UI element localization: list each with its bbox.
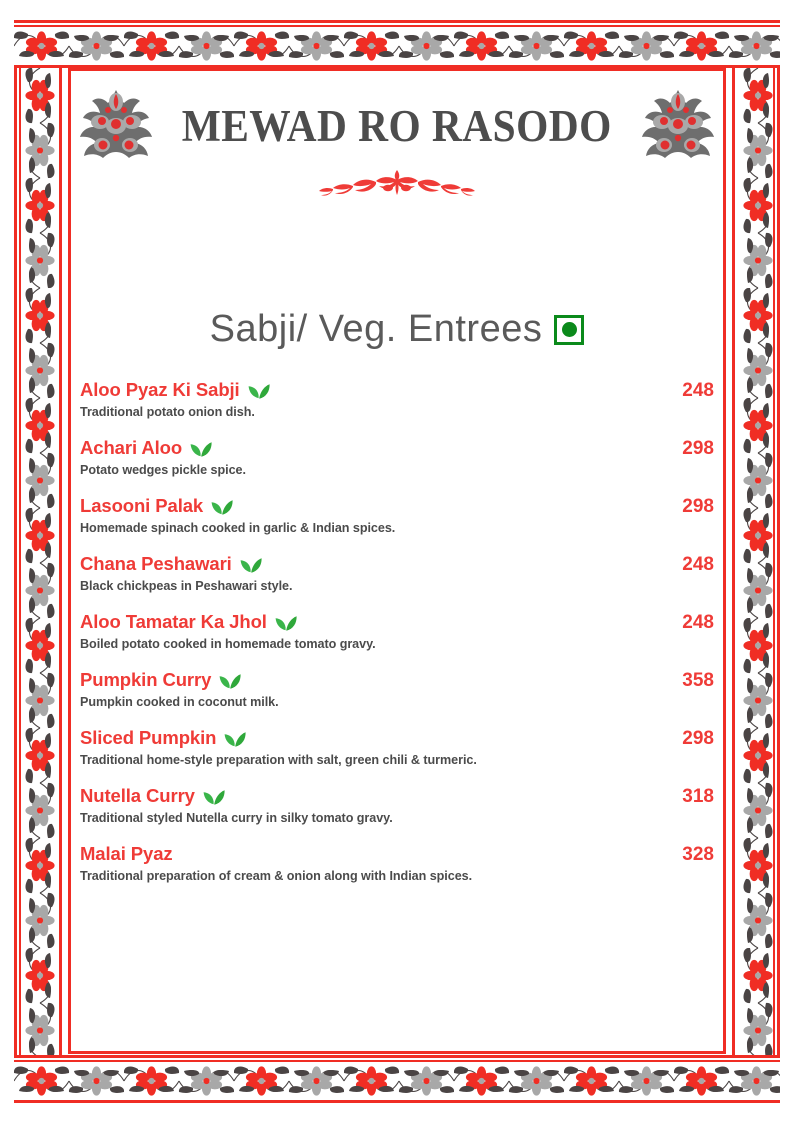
- menu-item-price: 248: [682, 554, 714, 575]
- menu-item-price: 298: [682, 728, 714, 749]
- border-rule: [14, 1055, 780, 1058]
- menu-item-0[interactable]: [80, 379, 714, 419]
- menu-item-description: Black chickpeas in Peshawari style.: [80, 579, 293, 593]
- menu-item-price: 248: [682, 380, 714, 401]
- menu-item-header: [80, 669, 714, 692]
- menu-item-header: [80, 843, 714, 866]
- veg-leaf-icon: [219, 672, 241, 689]
- menu-item-price: 248: [682, 612, 714, 633]
- menu-item-5[interactable]: [80, 669, 714, 709]
- border-rule: [777, 68, 780, 1058]
- veg-leaf-icon: [211, 498, 233, 515]
- veg-leaf-icon: [190, 440, 212, 457]
- menu-item-name-wrap: [80, 437, 212, 459]
- menu-item-price: 298: [682, 438, 714, 459]
- menu-item-price: 358: [682, 670, 714, 691]
- menu-item-description: Traditional home-style preparation with salt, green chili & turmeric.: [80, 753, 477, 767]
- page-title: MEWAD RO RASODO: [181, 100, 613, 151]
- menu-item-list: [80, 379, 714, 883]
- menu-item-price: 318: [682, 786, 714, 807]
- menu-item-name-wrap: [80, 785, 225, 807]
- border-rule: [14, 1060, 780, 1062]
- menu-item-3[interactable]: [80, 553, 714, 593]
- menu-item-description: Homemade spinach cooked in garlic & Indian spices.: [80, 521, 396, 535]
- menu-item-8[interactable]: [80, 843, 714, 883]
- menu-item-header: [80, 553, 714, 576]
- menu-item-name: Sliced Pumpkin: [80, 727, 217, 748]
- veg-leaf-icon: [224, 730, 246, 747]
- menu-item-description: Traditional styled Nutella curry in silky tomato gravy.: [80, 811, 393, 825]
- menu-item-header: [80, 437, 714, 460]
- border-rule: [732, 68, 735, 1058]
- menu-item-header: [80, 495, 714, 518]
- menu-item-price: 328: [682, 844, 714, 865]
- red-filigree-divider-icon: [312, 168, 482, 198]
- menu-item-name-wrap: [80, 379, 270, 401]
- menu-item-name-wrap: [80, 843, 173, 865]
- menu-item-2[interactable]: [80, 495, 714, 535]
- border-rule: [14, 68, 17, 1058]
- section-title: Sabji/ Veg. Entrees: [209, 308, 543, 350]
- left-border-band: [14, 68, 62, 1058]
- menu-item-name: Nutella Curry: [80, 785, 195, 806]
- bottom-border-band: [14, 1055, 780, 1103]
- right-border-band: [732, 68, 780, 1058]
- title-row: [80, 80, 714, 166]
- menu-item-name: Aloo Tamatar Ka Jhol: [80, 611, 267, 632]
- veg-leaf-icon: [203, 788, 225, 805]
- border-rule: [14, 1100, 780, 1103]
- menu-content: [80, 80, 714, 1042]
- menu-item-name: Lasooni Palak: [80, 495, 204, 516]
- veg-leaf-icon: [275, 614, 297, 631]
- menu-item-description: Pumpkin cooked in coconut milk.: [80, 695, 279, 709]
- menu-item-header: [80, 611, 714, 634]
- menu-item-name: Aloo Pyaz Ki Sabji: [80, 379, 240, 400]
- menu-item-description: Traditional potato onion dish.: [80, 405, 255, 419]
- damask-floral-motif-left-icon: [75, 88, 157, 164]
- menu-item-price: 298: [682, 496, 714, 517]
- menu-item-name: Malai Pyaz: [80, 843, 173, 864]
- top-border-band: [14, 20, 780, 68]
- menu-item-header: [80, 727, 714, 750]
- menu-item-name: Chana Peshawari: [80, 553, 232, 574]
- right-floral-strip: [741, 68, 775, 1058]
- menu-item-name-wrap: [80, 611, 297, 633]
- veg-leaf-icon: [240, 556, 262, 573]
- flourish-wrap: [80, 168, 714, 198]
- menu-item-6[interactable]: [80, 727, 714, 767]
- border-rule: [19, 68, 21, 1058]
- menu-item-4[interactable]: [80, 611, 714, 651]
- menu-item-header: [80, 785, 714, 808]
- menu-item-name-wrap: [80, 669, 241, 691]
- menu-item-description: Potato wedges pickle spice.: [80, 463, 246, 477]
- bottom-floral-strip: [14, 1064, 780, 1098]
- menu-item-name-wrap: [80, 495, 233, 517]
- menu-item-description: Traditional preparation of cream & onion along with Indian spices.: [80, 869, 473, 883]
- left-floral-strip: [23, 68, 57, 1058]
- border-rule: [14, 20, 780, 23]
- menu-item-name: Achari Aloo: [80, 437, 183, 458]
- menu-item-description: Boiled potato cooked in homemade tomato gravy.: [80, 637, 376, 651]
- menu-item-name: Pumpkin Curry: [80, 669, 212, 690]
- border-rule: [14, 25, 780, 27]
- damask-floral-motif-right-icon: [637, 88, 719, 164]
- menu-item-name-wrap: [80, 727, 246, 749]
- menu-item-name-wrap: [80, 553, 262, 575]
- menu-header: [80, 80, 714, 200]
- border-rule: [59, 68, 62, 1058]
- menu-item-7[interactable]: [80, 785, 714, 825]
- top-floral-strip: [14, 29, 780, 63]
- section-heading: [80, 308, 714, 351]
- veg-leaf-icon: [248, 382, 270, 399]
- veg-symbol-icon: [554, 315, 584, 345]
- menu-item-1[interactable]: [80, 437, 714, 477]
- menu-item-header: [80, 379, 714, 402]
